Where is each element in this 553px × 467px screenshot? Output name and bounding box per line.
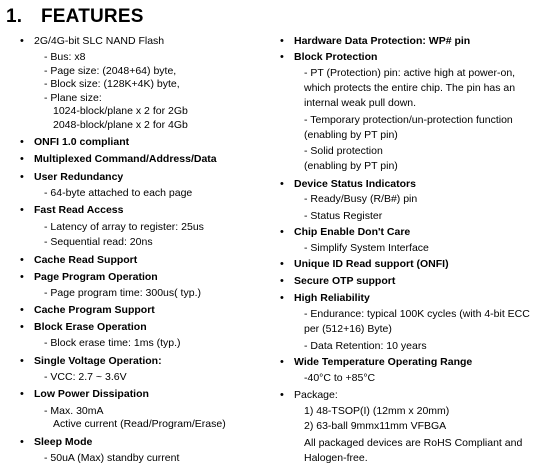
feature-detail: internal weak pull down. (304, 97, 417, 109)
feature-detail: - Data Retention: 10 years (304, 340, 427, 352)
bullet-dot (20, 153, 26, 166)
bullet-dot (20, 35, 26, 48)
feature-detail: - Page program time: 300us( typ.) (44, 287, 201, 299)
feature-detail: - Endurance: typical 100K cycles (with 4-bit ECC (304, 308, 530, 320)
feature-title: Wide Temperature Operating Range (294, 356, 473, 368)
feature-title: Block Protection (294, 51, 378, 63)
feature-title: Unique ID Read support (ONFI) (294, 258, 449, 270)
feature-title: 2G/4G-bit SLC NAND Flash (34, 35, 165, 47)
feature-title: Sleep Mode (34, 436, 93, 448)
bullet-dot (20, 136, 26, 149)
feature-detail: 2048-block/plane x 2 for 4Gb (53, 119, 188, 131)
feature-detail: - Block erase time: 1ms (typ.) (44, 337, 181, 349)
bullet-dot (280, 389, 286, 402)
feature-detail: 1) 48-TSOP(I) (12mm x 20mm) (304, 405, 450, 417)
feature-detail: (enabling by PT pin) (304, 129, 398, 141)
bullet-dot (280, 258, 286, 271)
feature-title: Secure OTP support (294, 275, 396, 287)
feature-detail: which protects the entire chip. The pin has an (304, 82, 516, 94)
feature-detail: All packaged devices are RoHS Compliant and (304, 437, 523, 449)
feature-detail: - Sequential read: 20ns (44, 236, 153, 248)
feature-title: Page Program Operation (34, 271, 158, 283)
feature-detail: 2) 63-ball 9mmx11mm VFBGA (304, 420, 447, 432)
bullet-dot (280, 51, 286, 64)
bullet-dot (280, 35, 286, 48)
bullet-dot (280, 275, 286, 288)
section-title: FEATURES (41, 6, 144, 27)
feature-title: Fast Read Access (34, 204, 124, 216)
bullet-dot (20, 254, 26, 267)
feature-detail: - Solid protection (304, 145, 383, 157)
bullet-dot (20, 204, 26, 217)
bullet-dot (280, 292, 286, 305)
feature-title: Cache Program Support (34, 304, 155, 316)
feature-detail: - Status Register (304, 210, 383, 222)
feature-title: Multiplexed Command/Address/Data (34, 153, 217, 165)
feature-detail: - Simplify System Interface (304, 242, 429, 254)
feature-title: Cache Read Support (34, 254, 138, 266)
bullet-dot (20, 304, 26, 317)
feature-title: Low Power Dissipation (34, 388, 149, 400)
feature-title: Single Voltage Operation: (34, 355, 162, 367)
feature-title: High Reliability (294, 292, 370, 304)
section-heading (6, 6, 144, 28)
bullet-dot (280, 226, 286, 239)
feature-title: Device Status Indicators (294, 178, 416, 190)
feature-title: Package: (294, 389, 338, 401)
feature-detail: - VCC: 2.7 ~ 3.6V (44, 371, 127, 383)
feature-detail: - Bus: x8 (44, 51, 86, 63)
feature-title: Hardware Data Protection: WP# pin (294, 35, 471, 47)
bullet-dot (280, 356, 286, 369)
feature-detail: - Plane size: (44, 92, 102, 104)
bullet-dot (280, 178, 286, 191)
bullet-dot (20, 171, 26, 184)
feature-title: ONFI 1.0 compliant (34, 136, 130, 148)
bullet-dot (20, 355, 26, 368)
feature-title: Chip Enable Don't Care (294, 226, 411, 238)
section-number: 1. (6, 6, 23, 27)
feature-detail: - 50uA (Max) standby current (44, 452, 180, 464)
feature-detail: Halogen-free. (304, 452, 368, 464)
feature-title: Block Erase Operation (34, 321, 147, 333)
feature-detail: - PT (Protection) pin: active high at power-on, (304, 67, 516, 79)
feature-title-suffix: WP# pin (425, 35, 471, 47)
bullet-dot (20, 388, 26, 401)
feature-detail: - Block size: (128K+4K) byte, (44, 78, 180, 90)
feature-detail: - 64-byte attached to each page (44, 187, 193, 199)
feature-detail: - Latency of array to register: 25us (44, 221, 204, 233)
bullet-dot (20, 321, 26, 334)
feature-detail: -40°C to +85°C (304, 372, 376, 384)
feature-title: User Redundancy (34, 171, 124, 183)
feature-detail: - Ready/Busy (R/B#) pin (304, 193, 418, 205)
feature-detail: - Page size: (2048+64) byte, (44, 65, 177, 77)
bullet-dot (20, 271, 26, 284)
feature-detail: Active current (Read/Program/Erase) (53, 418, 226, 430)
feature-detail: (enabling by PT pin) (304, 160, 398, 172)
feature-detail: - Max. 30mA (44, 405, 104, 417)
feature-detail: - Temporary protection/un-protection function (304, 114, 513, 126)
feature-detail: 1024-block/plane x 2 for 2Gb (53, 105, 188, 117)
bullet-dot (20, 436, 26, 449)
feature-detail: per (512+16) Byte) (304, 323, 392, 335)
